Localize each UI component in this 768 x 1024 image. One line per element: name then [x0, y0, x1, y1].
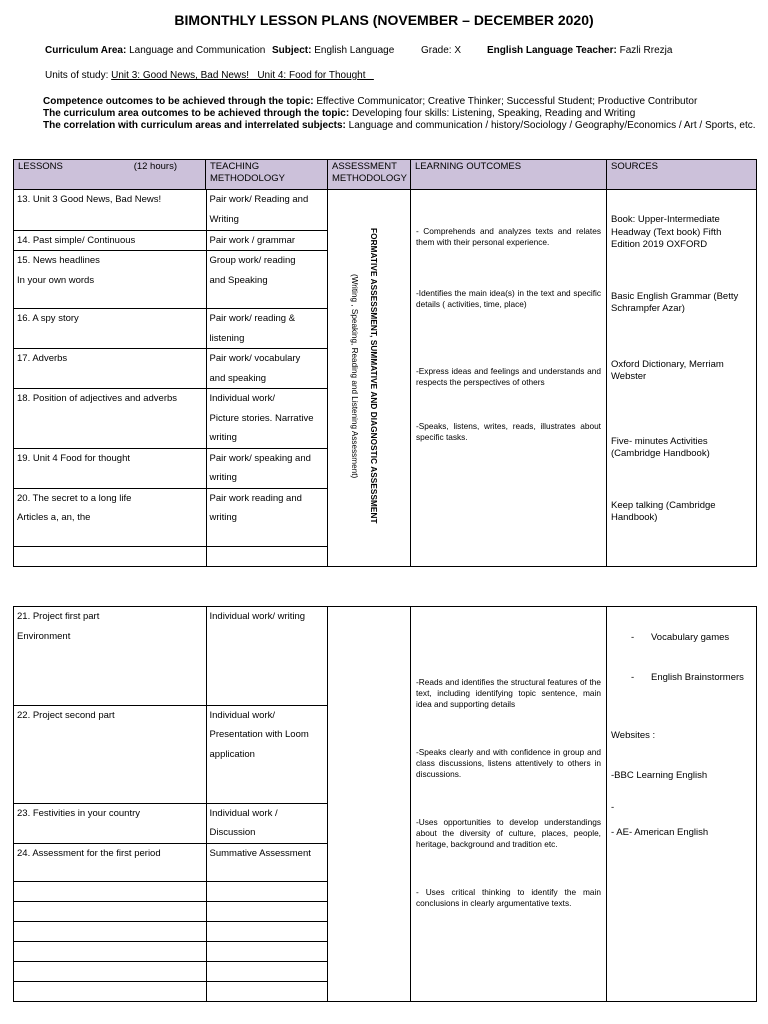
correlation-row	[43, 120, 756, 131]
assessment-main-text: FORMATIVE ASSESSMENT, SUMMATIVE AND DIAGNOSTIC ASSESSMENT	[369, 228, 378, 524]
lesson-cell	[14, 251, 206, 309]
outcome-item: -Speaks, listens, writes, reads, illustrates about specific tasks.	[416, 421, 601, 442]
lesson-row	[14, 901, 328, 921]
assessment-cell-2	[328, 607, 411, 1002]
teaching-method-text: writing	[209, 432, 237, 443]
teaching-method-text: and speaking	[209, 372, 267, 384]
teaching-method-text: application	[209, 748, 255, 760]
units-value: Unit 3: Good News, Bad News! Unit 4: Food for Thought	[111, 70, 374, 81]
source-websites-label: Websites :	[611, 730, 656, 741]
teaching-method-cell	[206, 448, 328, 488]
teaching-method-cell	[206, 803, 328, 843]
teaching-method-text: Pair work/ speaking and	[209, 452, 311, 464]
teaching-method-cell	[206, 349, 328, 389]
teaching-method-text: writing	[209, 512, 237, 523]
curriculum-outcomes-label: The curriculum area outcomes to be achieved through the topic:	[43, 108, 350, 119]
teaching-method-cell	[206, 488, 328, 546]
grade-field	[421, 45, 461, 56]
lesson-row	[14, 843, 328, 881]
lesson-cell	[14, 901, 206, 921]
header-sources: SOURCES	[607, 160, 757, 190]
lesson-cell	[14, 881, 206, 901]
lesson-grid-2	[14, 607, 328, 1001]
teaching-method-cell	[206, 190, 328, 230]
teaching-method-cell	[206, 705, 328, 803]
grade-label: Grade:	[421, 45, 452, 56]
lesson-cell	[14, 941, 206, 961]
sources-cell-1	[607, 190, 757, 567]
lesson-row	[14, 607, 328, 705]
outcome-item: -Speaks clearly and with confidence in group and class discussions, listens attentively to others in discussions.	[416, 747, 601, 779]
table-header-row	[14, 160, 757, 190]
lesson-row	[14, 309, 328, 349]
lesson-cell	[14, 190, 206, 230]
lesson-table-1	[13, 159, 757, 567]
teacher-value: Fazli Rrezja	[619, 45, 673, 56]
lesson-grid-1	[14, 190, 328, 566]
curriculum-outcomes-row	[43, 108, 635, 119]
correlation-label: The correlation with curriculum areas and interrelated subjects:	[43, 120, 346, 131]
teaching-method-text: Writing	[209, 213, 239, 225]
teacher-field	[487, 45, 672, 56]
teaching-method-cell	[206, 921, 328, 941]
teaching-method-text: Summative Assessment	[209, 847, 311, 859]
teaching-method-text: listening	[209, 332, 245, 344]
outcome-item: -Express ideas and feelings and understands and respects the perspectives of others	[416, 366, 601, 387]
lesson-text: 24. Assessment for the first period	[17, 847, 161, 859]
source-item: - English Brainstormers	[631, 671, 744, 683]
teaching-method-cell	[206, 843, 328, 881]
lesson-text: In your own words	[17, 274, 95, 286]
lesson-text: 15. News headlines	[17, 255, 100, 266]
teaching-method-text: Picture stories. Narrative	[209, 412, 314, 424]
teaching-method-cell	[206, 607, 328, 705]
table-1-lesson-grid	[14, 190, 328, 567]
lesson-row	[14, 705, 328, 803]
lesson-row	[14, 921, 328, 941]
competence-label: Competence outcomes to be achieved through the topic:	[43, 96, 314, 107]
teaching-method-text: Individual work /	[209, 807, 278, 819]
lesson-cell	[14, 349, 206, 389]
lesson-text: Environment	[17, 630, 71, 642]
teaching-method-text: Pair work/ Reading and	[209, 194, 309, 205]
header-outcomes: LEARNING OUTCOMES	[411, 160, 607, 190]
lesson-cell	[14, 607, 206, 705]
lesson-cell	[14, 843, 206, 881]
lesson-text: 21. Project first part	[17, 611, 100, 622]
lesson-text: 13. Unit 3 Good News, Bad News!	[17, 194, 162, 205]
lesson-row	[14, 941, 328, 961]
lesson-text: 17. Adverbs	[17, 353, 68, 364]
teaching-method-cell	[206, 546, 328, 566]
lesson-row	[14, 448, 328, 488]
correlation-value: Language and communication / history/Sociology / Geography/Economics / Art / Sports, etc.	[348, 120, 756, 131]
teaching-method-text: Group work/ reading	[209, 255, 296, 266]
teaching-method-text: Pair work / grammar	[209, 234, 296, 246]
outcome-item: -Reads and identifies the structural features of the text, including identifying topic sentence, main idea and supporting details	[416, 677, 601, 709]
teaching-method-text: writing	[209, 472, 237, 483]
lesson-text: 22. Project second part	[17, 709, 115, 721]
learning-outcomes-cell-2	[411, 607, 607, 1002]
lesson-text: 16. A spy story	[17, 313, 79, 324]
table-1-body-row	[14, 190, 757, 567]
outcome-item: - Comprehends and analyzes texts and relates them with their personal experience.	[416, 226, 601, 247]
outcome-item: - Uses critical thinking to identify the main conclusions in clearly argumentative texts.	[416, 887, 601, 908]
source-games: Vocabulary games	[651, 632, 730, 643]
source-brainstormers: English Brainstormers	[651, 671, 744, 683]
teaching-method-text: Pair work/ vocabulary	[209, 353, 301, 364]
header-assessment: ASSESSMENT METHODOLOGY	[328, 160, 411, 190]
lesson-cell	[14, 705, 206, 803]
teaching-method-text: Individual work/	[209, 393, 275, 404]
lesson-row	[14, 488, 328, 546]
teaching-method-text: Pair work reading and	[209, 492, 302, 504]
lesson-text: 19. Unit 4 Food for thought	[17, 452, 131, 464]
subject-label: Subject:	[272, 45, 312, 56]
curriculum-value: Language and Communication	[129, 45, 266, 56]
lesson-text: 18. Position of adjectives and adverbs	[17, 393, 178, 404]
source-bbc: -BBC Learning English	[611, 769, 708, 781]
lesson-row	[14, 881, 328, 901]
source-item: - Vocabulary games	[631, 632, 730, 643]
teaching-method-text: Presentation with Loom	[209, 729, 309, 740]
teaching-method-cell	[206, 309, 328, 349]
source-ae: - AE- American English	[611, 826, 709, 838]
lesson-row	[14, 230, 328, 251]
grade-value: X	[454, 45, 462, 56]
header-teaching: TEACHING METHODOLOGY	[206, 160, 328, 190]
outcome-item: -Uses opportunities to develop understandings about the diversity of culture, places, people, heritage, background and tradition etc.	[416, 817, 601, 849]
lesson-cell	[14, 448, 206, 488]
source-item: Basic English Grammar (Betty Schrampfer Azar)	[611, 290, 739, 314]
teaching-method-text: Individual work/ writing	[209, 611, 306, 622]
document-title: BIMONTHLY LESSON PLANS (NOVEMBER – DECEMBER 2020)	[174, 12, 594, 28]
lesson-table-2	[13, 606, 757, 1002]
lesson-text: 20. The secret to a long life	[17, 492, 132, 504]
curriculum-outcomes-value: Developing four skills: Listening, Speaking, Reading and Writing	[351, 108, 636, 119]
lesson-cell	[14, 488, 206, 546]
assessment-sub-text: (Writing , Speaking, Reading and Listening Assessment)	[350, 274, 359, 479]
teaching-method-cell	[206, 251, 328, 309]
lesson-text: Articles a, an, the	[17, 512, 91, 523]
source-item: Keep talking (Cambridge Handbook)	[611, 499, 716, 523]
meta-row-1	[45, 45, 265, 56]
lesson-row	[14, 803, 328, 843]
subject-field	[272, 45, 394, 56]
competence-row	[43, 96, 697, 107]
teaching-method-cell	[206, 961, 328, 981]
lesson-cell	[14, 230, 206, 251]
header-lessons	[14, 160, 206, 190]
source-item: Book: Upper-Intermediate Headway (Text book) Fifth Edition 2019 OXFORD	[611, 214, 722, 250]
table-2-lesson-grid	[14, 607, 328, 1002]
competence-value: Effective Communicator; Creative Thinker; Successful Student; Productive Contributor	[316, 96, 698, 107]
teaching-method-text: and Speaking	[209, 274, 268, 286]
source-dash: -	[611, 802, 615, 813]
lesson-row	[14, 981, 328, 1001]
lesson-cell	[14, 389, 206, 449]
lesson-cell	[14, 309, 206, 349]
teaching-method-cell	[206, 881, 328, 901]
lesson-cell	[14, 961, 206, 981]
source-item: Five- minutes Activities (Cambridge Handbook)	[611, 435, 710, 459]
lesson-cell	[14, 803, 206, 843]
teaching-method-cell	[206, 901, 328, 921]
sources-cell-2	[607, 607, 757, 1002]
lesson-row	[14, 961, 328, 981]
learning-outcomes-cell-1	[411, 190, 607, 567]
lesson-cell	[14, 981, 206, 1001]
assessment-cell-1	[328, 190, 411, 567]
lesson-text: 14. Past simple/ Continuous	[17, 234, 136, 246]
lesson-cell	[14, 546, 206, 566]
units-label: Units of study:	[45, 70, 109, 81]
outcome-item: -Identifies the main idea(s) in the text and specific details ( activities, time, place)	[416, 288, 601, 309]
curriculum-label: Curriculum Area:	[45, 45, 127, 56]
teaching-method-cell	[206, 389, 328, 449]
units-row	[45, 70, 374, 81]
lesson-row	[14, 546, 328, 566]
teacher-label: English Language Teacher:	[487, 45, 617, 56]
lesson-row	[14, 190, 328, 230]
teaching-method-text: Discussion	[209, 827, 256, 838]
teaching-method-cell	[206, 230, 328, 251]
header-lessons-label: LESSONS	[18, 161, 63, 172]
lesson-text: 23. Festivities in your country	[17, 807, 141, 819]
lesson-row	[14, 349, 328, 389]
lesson-row	[14, 251, 328, 309]
lesson-row	[14, 389, 328, 449]
table-2-body-row	[14, 607, 757, 1002]
teaching-method-text: Pair work/ reading &	[209, 313, 296, 324]
teaching-method-cell	[206, 981, 328, 1001]
teaching-method-text: Individual work/	[209, 709, 275, 721]
source-item: Oxford Dictionary, Merriam Webster	[611, 358, 724, 382]
header-hours-label: (12 hours)	[133, 161, 177, 172]
lesson-cell	[14, 921, 206, 941]
subject-value: English Language	[314, 45, 395, 56]
teaching-method-cell	[206, 941, 328, 961]
